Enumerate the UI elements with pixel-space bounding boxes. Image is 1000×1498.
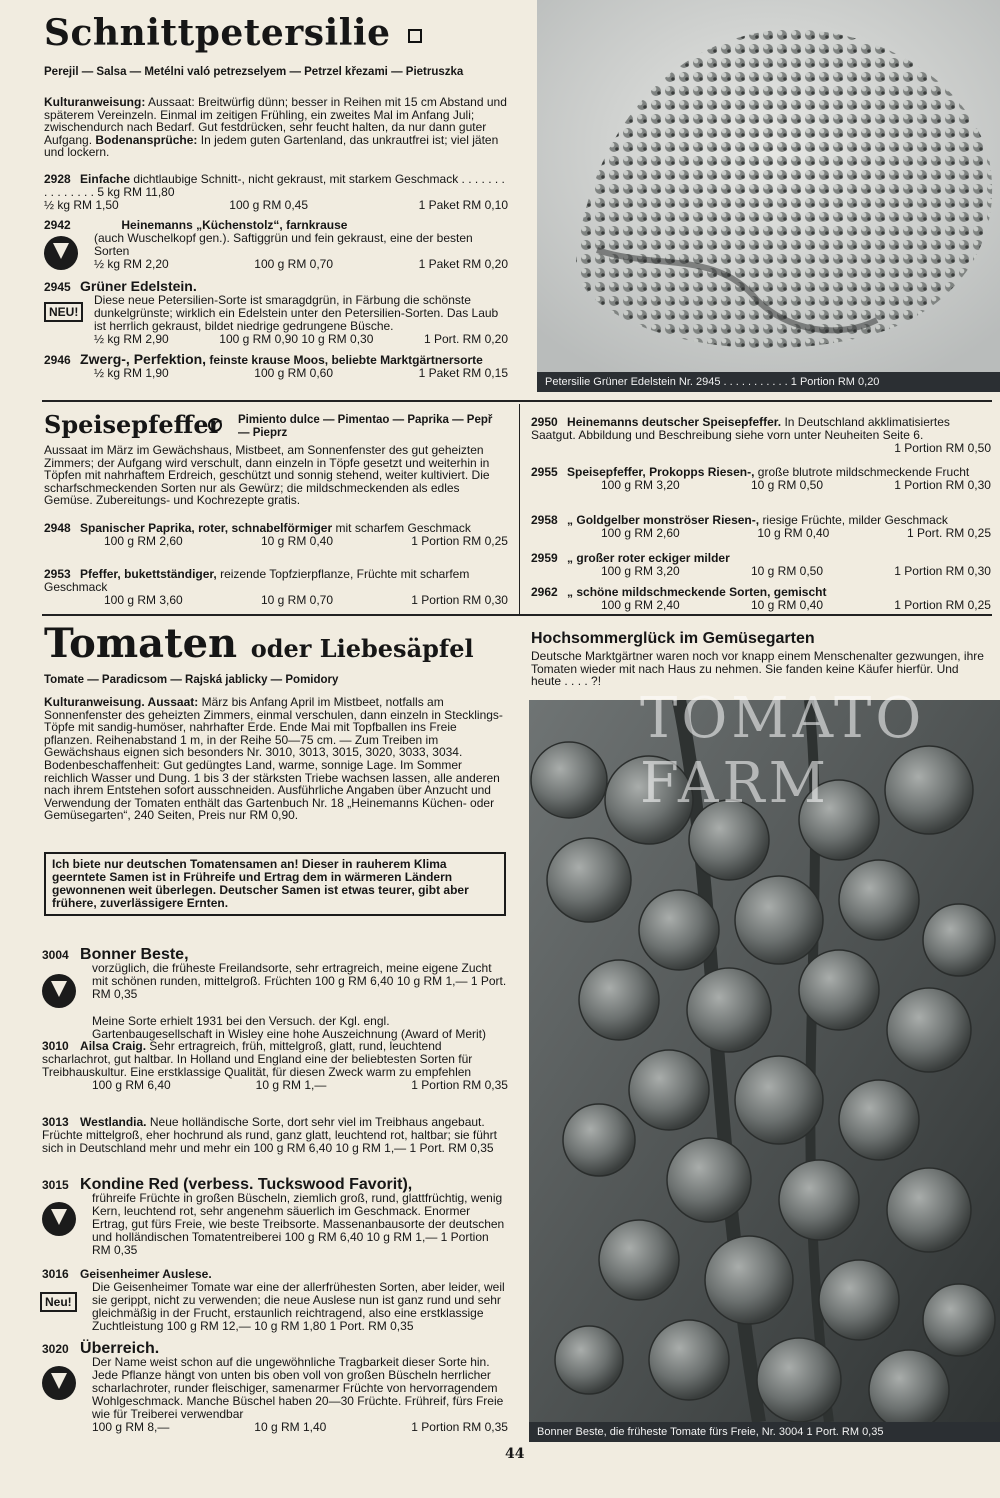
pepper-names: Pimiento dulce — Pimentao — Paprika — Pepř — Pieprz [238, 414, 493, 439]
list-item: 3020 Überreich. Der Name weist schon auf die ungewöhnliche Tragbarkeit dieser Sorte hin. Jede Pflanze hängt von unten bis oben voll von großen Büscheln herrlicher scharlachroter, runder fleischiger, samenarmer Früchte von hervorragendem Wohlgeschmack. Manche Büschel haben 20—30 Früchte. Frühreif, fürs Freie wie für Treiberei verwendbar 100 g RM 8,— 10 g RM 1,40 1 Portion RM 0,35 [42, 1340, 508, 1434]
list-item: 2942 Heinemanns „Küchenstolz“, farnkrause (auch Wuschelkopf gen.). Saftiggrün und fein gekraust, eine der besten Sorten ½ kg RM 2,20 100 g RM 0,70 1 Paket RM 0,20 [44, 218, 508, 271]
parsley-photo-caption: Petersilie Grüner Edelstein Nr. 2945 . . . . . . . . . . . 1 Portion RM 0,20 [537, 372, 1000, 392]
list-item: 2948 Spanischer Paprika, roter, schnabelförmiger mit scharfem Geschmack 100 g RM 2,60 10 g RM 0,40 1 Portion RM 0,25 [44, 521, 508, 548]
list-item: 3004 Bonner Beste, vorzüglich, die früheste Freilandsorte, sehr ertragreich, meine eigene Zucht mit schönen runden, mittelgroß. Früchten 100 g RM 6,40 10 g RM 1,— 1 Port. RM 0,35 Meine Sorte erhielt 1931 bei den Versuch. der Kgl. engl. Gartenbaugesellschaft in Wisley eine hohe Auszeichnung (Award of Merit) [42, 946, 507, 1041]
tomato-culture: Kulturanweisung. Aussaat: März bis Anfang April im Mistbeet, notfalls am Sonnenfenster des geheizten Zimmers, einmal verschulen, dann einzeln in Stecklings-Töpfe mit sandig-humöser, nahrhafter Erde. Ende Mai mit Topfballen ins Freie pflanzen. Reihenabstand 1 m, in der Reihe 50—75 cm. — Zum Treiben im Gewächshaus eignen sich besonders Nr. 3010, 3013, 3015, 3020, 3033, 3034. Bodenbeschaffenheit: Gut gedüngtes Land, warme, sonnige Lage. Im Sommer reichlich Wasser und Dung. 1 bis 3 der stärksten Triebe wachsen lassen, alle anderen nach ihrem Entstehen sofort ausschneiden. Ausführliche Angaben über Anzucht und Verwendung der Tomaten enthält das Gartenbuch Nr. 18 „Heinemanns Küchen- oder Gemüsegarten“, 240 Seiten, Preis nur RM 0,90. [44, 695, 503, 823]
parsley-title: Schnittpetersilie [44, 12, 422, 54]
list-item: 2946 Zwerg-, Perfektion, feinste krause Moos, beliebte Marktgärtnersorte ½ kg RM 1,90 100 g RM 0,60 1 Paket RM 0,15 [44, 351, 508, 380]
list-item: 3010 Ailsa Craig. Sehr ertragreich, früh, mittelgroß, glatt, rund, leuchtend scharlachrot, gut haltbar. In Holland und England eine der beliebtesten Sorten für Treibhauskultur. Eine erstklassige Qualität, für diesen Zweck warm zu empfehlen 100 g RM 6,40 10 g RM 1,— 1 Portion RM 0,35 [42, 1039, 508, 1092]
tomato-photo-caption: Bonner Beste, die früheste Tomate fürs Freie, Nr. 3004 1 Port. RM 0,35 [529, 1422, 1000, 1442]
list-item: 2959 „ großer roter eckiger milder 100 g RM 3,20 10 g RM 0,50 1 Portion RM 0,30 [531, 551, 991, 578]
divider [42, 400, 992, 402]
parsley-culture: Kulturanweisung: Aussaat: Breitwürfig dünn; besser in Reihen mit 15 cm Abstand und späterem Vereinzeln. Einmal im zeitigen Frühling, ein zweites Mal im Anfang Juli; zwischendurch nach Bedarf. Gut festdrücken, sehr feucht halten, da nur dann guter Aufgang. Bodenansprüche: In jedem guten Gartenland, das unkrautfrei ist; viel jäten und lockern. [44, 95, 507, 160]
list-item: 2958 „ Goldgelber monströser Riesen-, riesige Früchte, milder Geschmack 100 g RM 2,60 10 g RM 0,40 1 Port. RM 0,25 [531, 513, 991, 540]
list-item: 2955 Speisepfeffer, Prokopps Riesen-, große blutrote mildschmeckende Frucht 100 g RM 3,20 10 g RM 0,50 1 Portion RM 0,30 [531, 465, 991, 492]
new-badge: NEU! [44, 302, 83, 322]
watermark: TOMATO FARM [640, 686, 926, 816]
square-icon [408, 29, 422, 43]
tomato-title: Tomaten oder Liebesäpfel [44, 620, 474, 667]
list-item: 2950 Heinemanns deutscher Speisepfeffer. In Deutschland akklimatisiertes Saatgut. Abbildung und Beschreibung siehe vorn unter Neuheiten Seite 6. 1 Portion RM 0,50 [531, 415, 991, 455]
list-item: 2945 Grüner Edelstein. Diese neue Petersilien-Sorte ist smaragdgrün, in Färbung die schönste dunkelgrünste; wirklich ein Edelstein unter den Petersilien-Sorten. Das Laub ist herrlich gekraust, bildet niedrige gedrungene Büsche. ½ kg RM 2,90 100 g RM 0,90 10 g RM 0,30 1 Port. RM 0,20 [44, 278, 508, 346]
list-item: 2962 „ schöne mildschmeckende Sorten, gemischt 100 g RM 2,40 10 g RM 0,40 1 Portion RM 0,25 [531, 585, 991, 612]
parsley-photo [537, 0, 1000, 372]
pepper-intro: Aussaat im März im Gewächshaus, Mistbeet, am Sonnenfenster des gut geheizten Zimmers; der Aufgang wird verschult, dann einzeln in Töpfe gesetzt und weiterhin in Töpfen mit nahrhaftem Erdreich, geschützt und sonnig stehend, weiter kultiviert. Die scharfschmeckenden Sorten nur als Gewürz; die mildschmeckenden als edles Gemüse. Zubereitungs- und Kochrezepte gratis. [44, 443, 490, 508]
parsley-names: Perejil — Salsa — Metélni való petrezselyem — Petrzel křezami — Pietruszka [44, 66, 464, 78]
side-title: Hochsommerglück im Gemüsegarten [531, 630, 815, 647]
divider [42, 614, 992, 616]
column-divider [519, 404, 520, 614]
pepper-title: Speisepfeffer [44, 410, 222, 439]
side-text: Deutsche Marktgärtner waren noch vor knapp einem Menschenalter gezwungen, ihre Tomaten wieder mit nach Haus zu nehmen. Sie fanden keine Käufer hierfür. Und heute . . . . ?! [531, 649, 984, 689]
bullet-circle-icon [208, 418, 222, 432]
page-number: 44 [505, 1446, 525, 1462]
list-item: 3013 Westlandia. Neue holländische Sorte, dort sehr viel im Treibhaus angebaut. Früchte mittelgroß, eher hochrund als rund, ganz glatt, leuchtend rot, haltbar; sie führt sich in Deutschland mehr und mehr ein 100 g RM 6,40 10 g RM 1,— 1 Port. RM 0,35 [42, 1115, 497, 1155]
list-item: 3015 Kondine Red (verbess. Tuckswood Favorit), frühreife Früchte in großen Büscheln, ziemlich groß, rund, glattfrüchtig, wenig Kern, leuchtend rot, sehr angenehm säuerlich im Geschmack. Enormer Ertrag, gut fürs Freie, wie beste Treibsorte. Massenanbausorte der deutschen und holländischen Tomatentreiberei 100 g RM 6,40 10 g RM 1,— 1 Portion RM 0,35 [42, 1176, 505, 1257]
new-badge: Neu! [40, 1292, 77, 1312]
list-item: 2928 Einfache dichtlaubige Schnitt-, nicht gekraust, mit starkem Geschmack . . . . . . . . . . . . . . . 5 kg RM 11,80 ½ kg RM 1,50 100 g RM 0,45 1 Paket RM 0,10 [44, 172, 508, 212]
tomato-names: Tomate — Paradicsom — Rajská jablicky — Pomidory [44, 674, 339, 686]
list-item: 3016 Geisenheimer Auslese. Die Geisenheimer Tomate war eine der allerfrühesten Sorten, aber leider, weil sie gerippt, nicht zu verwenden; die neue Auslese nun ist ganz rund und sehr gleichmäßig in der Frucht, erstaunlich reichtragend, also eine erstklassige Zuchtleistung 100 g RM 12,— 10 g RM 1,80 1 Port. RM 0,35 [42, 1267, 505, 1333]
notice-box: Ich biete nur deutschen Tomatensamen an! Dieser in rauherem Klima geerntete Samen ist in Frühreife und Ertrag dem in wärmeren Ländern gewonnenen weit überlegen. Deutscher Samen ist etwas teurer, gibt aber frühere, zuverlässigere Ernten. [44, 852, 506, 916]
list-item: 2953 Pfeffer, bukettständiger, reizende Topfzierpflanze, Früchte mit scharfem Geschmack 100 g RM 3,60 10 g RM 0,70 1 Portion RM 0,30 [44, 567, 508, 607]
